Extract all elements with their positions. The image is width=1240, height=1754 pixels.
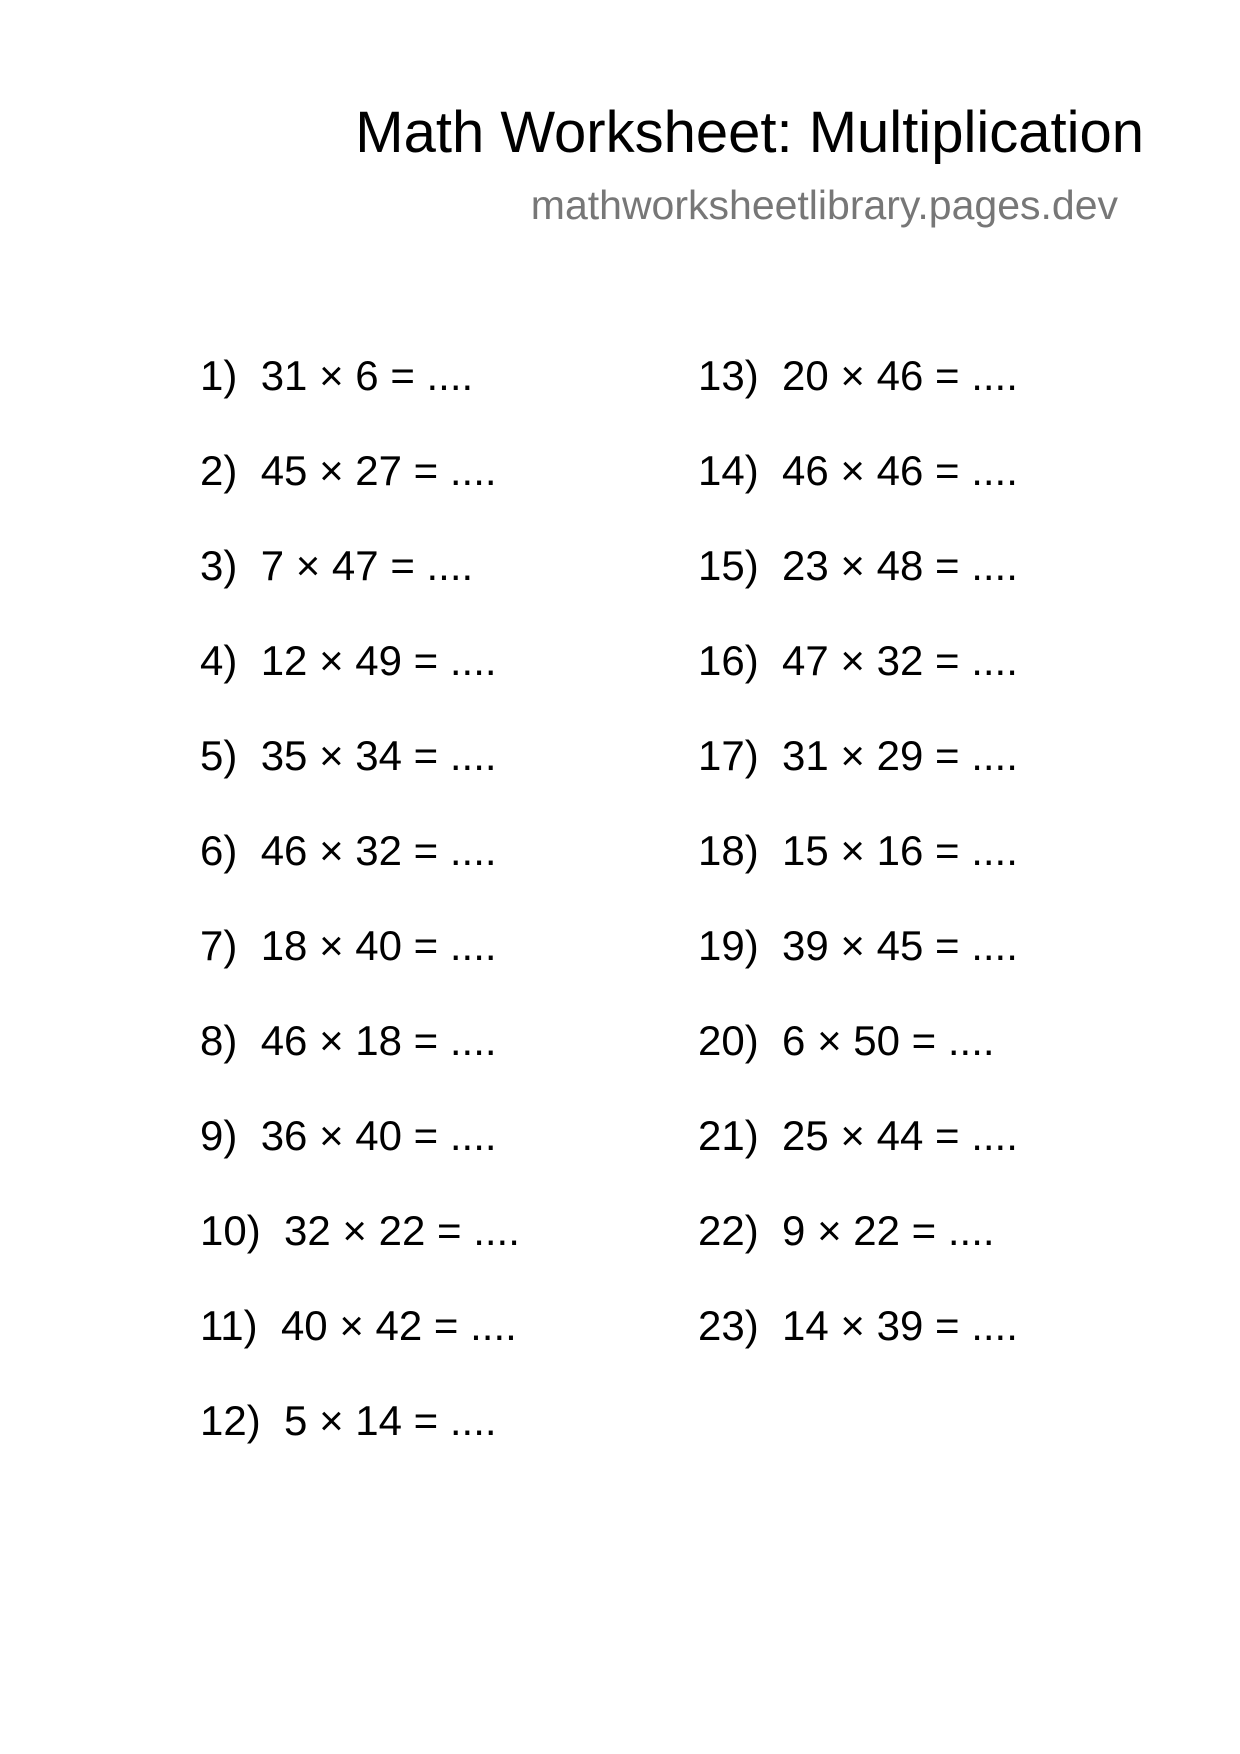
- problem-number: 2): [200, 447, 238, 494]
- problem-13: [698, 346, 1018, 441]
- problem-expression: 15 × 16 = ....: [782, 827, 1018, 874]
- problem-number: 9): [200, 1112, 238, 1159]
- problem-number: 15): [698, 542, 759, 589]
- problem-5: [200, 726, 520, 821]
- problem-12: [200, 1391, 520, 1486]
- problem-list-left: [200, 346, 520, 1486]
- problem-9: [200, 1106, 520, 1201]
- problem-expression: 46 × 32 = ....: [260, 827, 497, 874]
- problem-23: [698, 1296, 1018, 1391]
- problem-number: 1): [200, 352, 238, 399]
- problem-expression: 39 × 45 = ....: [782, 922, 1018, 969]
- problem-6: [200, 821, 520, 916]
- problem-expression: 12 × 49 = ....: [260, 637, 497, 684]
- problem-number: 4): [200, 637, 238, 684]
- problem-number: 20): [698, 1017, 759, 1064]
- problem-14: [698, 441, 1018, 536]
- problem-expression: 6 × 50 = ....: [782, 1017, 995, 1064]
- problem-expression: 5 × 14 = ....: [284, 1397, 497, 1444]
- problem-11: [200, 1296, 520, 1391]
- problem-expression: 7 × 47 = ....: [260, 542, 474, 589]
- problem-number: 22): [698, 1207, 759, 1254]
- site-url: mathworksheetlibrary.pages.dev: [530, 182, 1118, 228]
- problem-expression: 32 × 22 = ....: [284, 1207, 520, 1254]
- problem-22: [698, 1201, 1018, 1296]
- problem-number: 16): [698, 637, 759, 684]
- problem-list-right: [698, 346, 1018, 1391]
- problem-number: 23): [698, 1302, 759, 1349]
- problem-8: [200, 1011, 520, 1106]
- problem-expression: 25 × 44 = ....: [782, 1112, 1018, 1159]
- problem-3: [200, 536, 520, 631]
- problem-expression: 18 × 40 = ....: [260, 922, 497, 969]
- problem-4: [200, 631, 520, 726]
- problem-2: [200, 441, 520, 536]
- problem-expression: 20 × 46 = ....: [782, 352, 1018, 399]
- problem-number: 3): [200, 542, 238, 589]
- problem-19: [698, 916, 1018, 1011]
- problem-20: [698, 1011, 1018, 1106]
- problem-number: 5): [200, 732, 238, 779]
- problem-expression: 40 × 42 = ....: [280, 1302, 517, 1349]
- problem-number: 13): [698, 352, 759, 399]
- problem-number: 8): [200, 1017, 238, 1064]
- problem-number: 12): [200, 1397, 261, 1444]
- problem-expression: 31 × 6 = ....: [260, 352, 474, 399]
- problem-17: [698, 726, 1018, 821]
- problem-18: [698, 821, 1018, 916]
- problem-number: 7): [200, 922, 238, 969]
- problem-10: [200, 1201, 520, 1296]
- problem-number: 14): [698, 447, 759, 494]
- problem-15: [698, 536, 1018, 631]
- problem-number: 17): [698, 732, 759, 779]
- problem-7: [200, 916, 520, 1011]
- problem-expression: 35 × 34 = ....: [260, 732, 497, 779]
- problem-expression: 14 × 39 = ....: [782, 1302, 1018, 1349]
- problem-number: 19): [698, 922, 759, 969]
- problem-number: 10): [200, 1207, 261, 1254]
- problem-expression: 46 × 18 = ....: [260, 1017, 497, 1064]
- problem-expression: 45 × 27 = ....: [260, 447, 497, 494]
- problem-number: 18): [698, 827, 759, 874]
- problem-expression: 36 × 40 = ....: [260, 1112, 497, 1159]
- problem-expression: 47 × 32 = ....: [782, 637, 1018, 684]
- problem-number: 11): [200, 1302, 258, 1349]
- problem-expression: 9 × 22 = ....: [782, 1207, 995, 1254]
- page-title: Math Worksheet: Multiplication: [355, 100, 1144, 165]
- problem-expression: 23 × 48 = ....: [782, 542, 1018, 589]
- problem-number: 21): [698, 1112, 759, 1159]
- problem-21: [698, 1106, 1018, 1201]
- problem-number: 6): [200, 827, 238, 874]
- problem-16: [698, 631, 1018, 726]
- problem-expression: 31 × 29 = ....: [782, 732, 1018, 779]
- problem-1: [200, 346, 520, 441]
- problem-expression: 46 × 46 = ....: [782, 447, 1018, 494]
